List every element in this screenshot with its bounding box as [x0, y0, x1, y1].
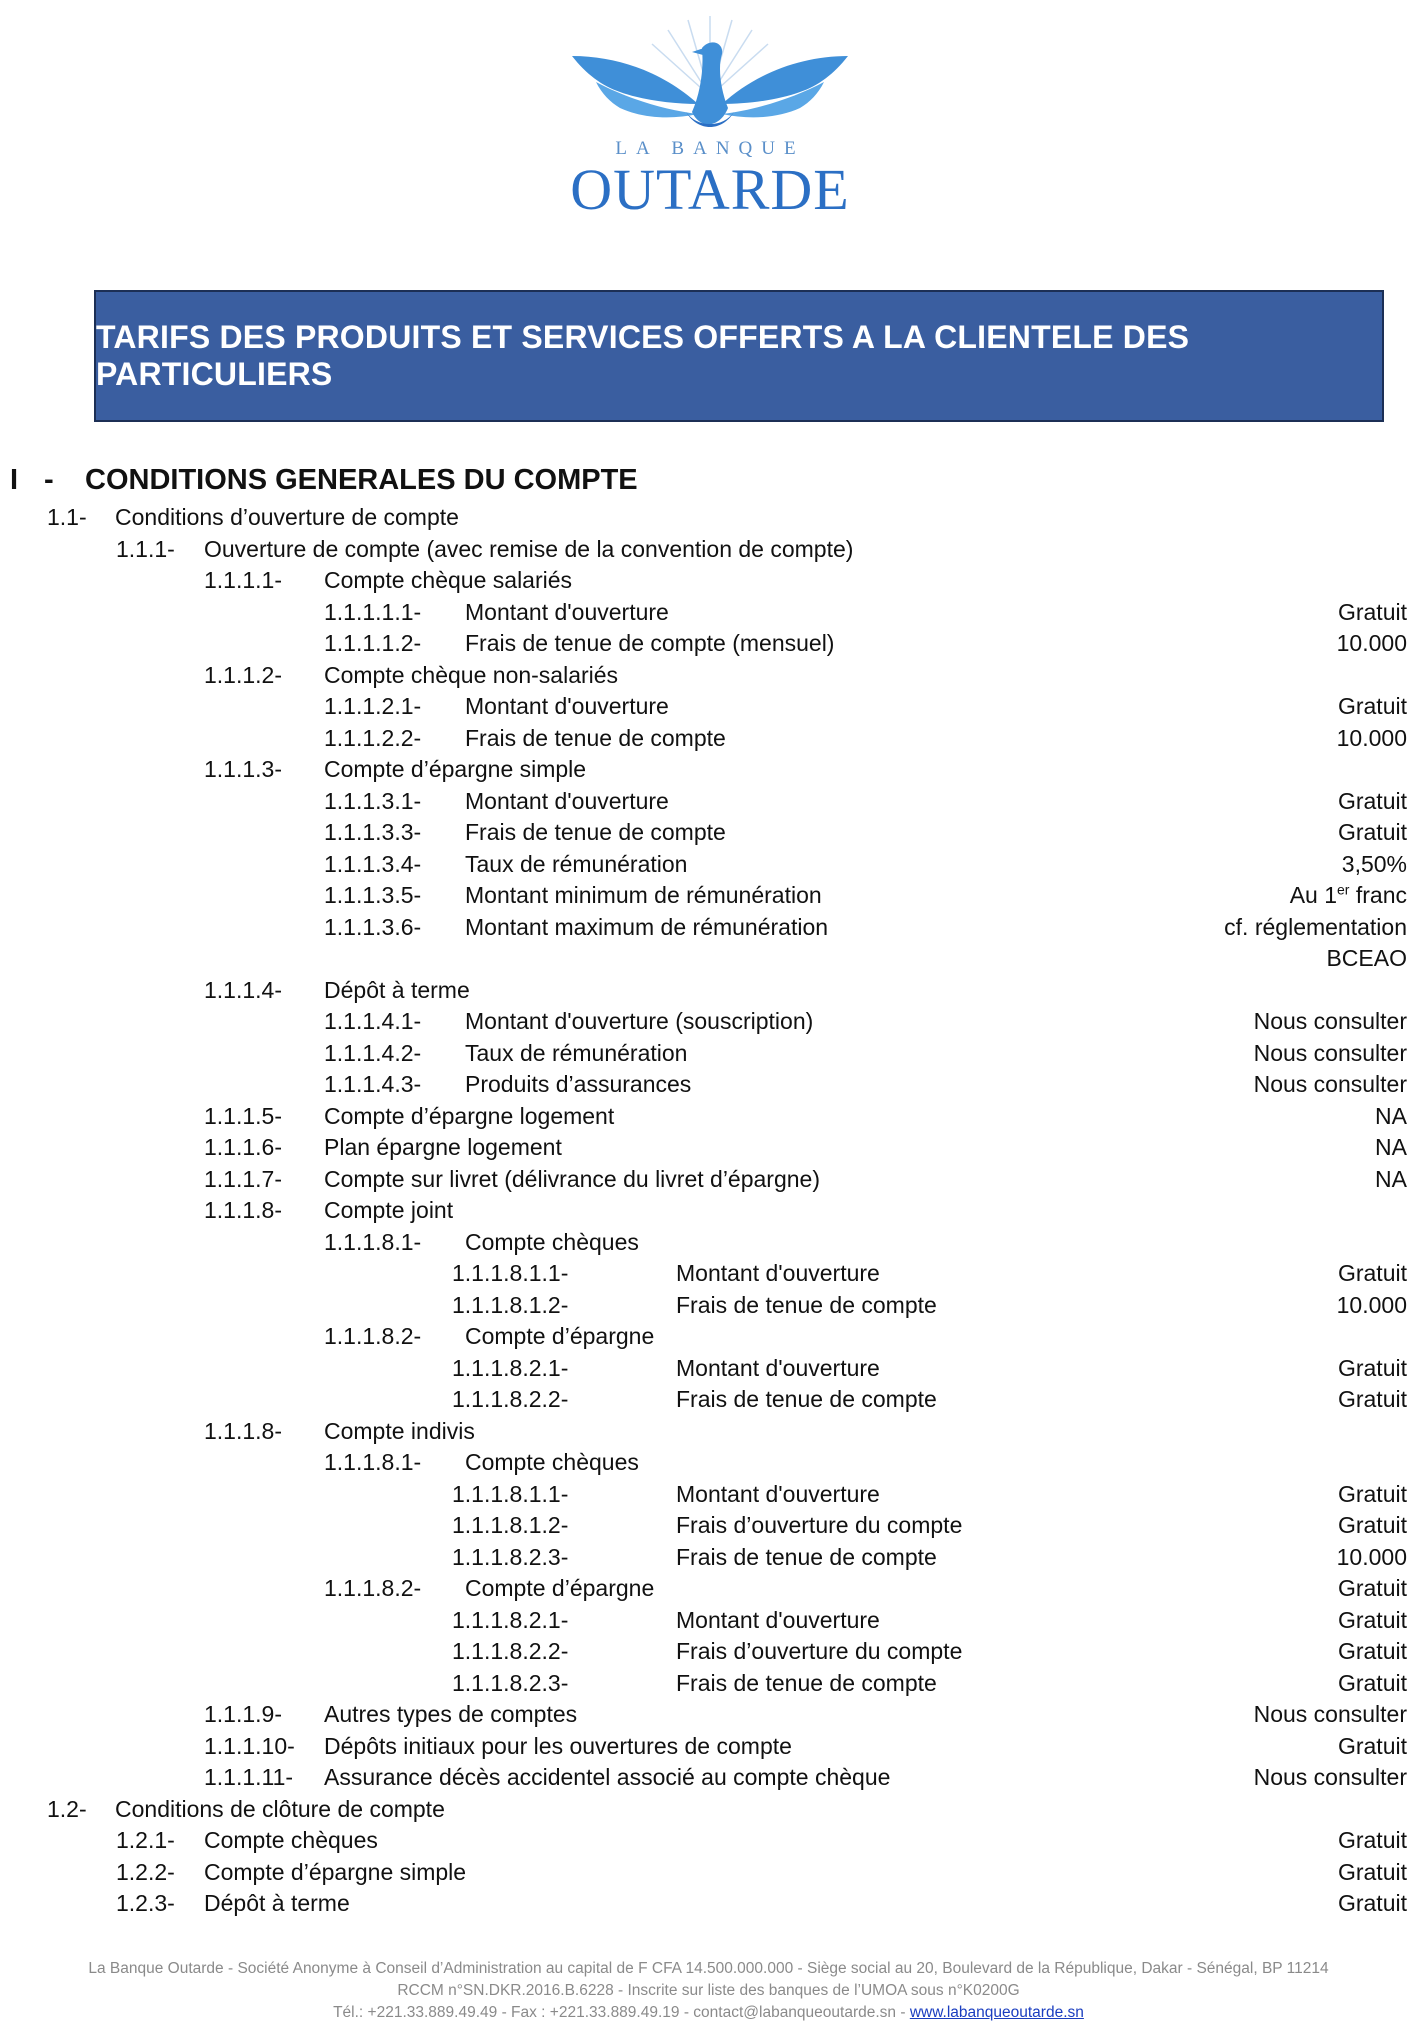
tariff-row — [0, 977, 1417, 1008]
tariff-row — [0, 1890, 1417, 1921]
tariff-value-text: Nous consulter — [1253, 1008, 1407, 1034]
tariff-number: 1.1.1.8.1- — [324, 1449, 422, 1475]
tariff-value-text: NA — [1375, 1103, 1407, 1129]
tariff-label: Compte chèque non-salariés — [324, 662, 619, 688]
tariff-value-text: Nous consulter — [1253, 1071, 1407, 1097]
tariff-label: Frais de tenue de compte — [465, 819, 726, 845]
tariff-number: 1.1.1.1- — [204, 567, 282, 593]
tariff-value-text: 10.000 — [1336, 725, 1407, 751]
tariff-value — [1338, 788, 1407, 815]
tariff-value — [1338, 693, 1407, 720]
tariff-label: Compte chèque salariés — [324, 567, 573, 593]
tariff-value — [1338, 1355, 1407, 1382]
tariff-label: Conditions d’ouverture de compte — [115, 504, 459, 530]
tariff-label: Montant d'ouverture — [465, 788, 669, 814]
tariff-number: 1.1.1.8.1.2- — [452, 1512, 569, 1538]
tariff-number: 1.1- — [47, 504, 87, 530]
section-dash: - — [44, 464, 54, 496]
tariff-row — [0, 756, 1417, 787]
tariff-label: Compte sur livret (délivrance du livret d’épargne) — [324, 1166, 820, 1192]
tariff-value — [1338, 1733, 1407, 1760]
tariff-label: Frais de tenue de compte — [676, 1670, 937, 1696]
tariff-value-text: Gratuit — [1337, 693, 1407, 719]
tariff-number: 1.1.1.1.2- — [324, 630, 422, 656]
tariff-label: Compte joint — [324, 1197, 454, 1223]
tariff-value-text: Nous consulter — [1253, 1040, 1407, 1066]
page-footer — [0, 1958, 1417, 2024]
tariff-label: Frais de tenue de compte — [676, 1386, 937, 1412]
tariff-value-text: Gratuit — [1337, 1733, 1407, 1759]
logo-line1: LA BANQUE — [615, 138, 805, 159]
tariff-row — [0, 1418, 1417, 1449]
tariff-number: 1.1.1.3.1- — [324, 788, 422, 814]
tariff-number: 1.1.1.3.3- — [324, 819, 422, 845]
tariff-label: Compte d’épargne — [465, 1323, 655, 1349]
tariff-row — [0, 1544, 1417, 1575]
tariff-value-text: NA — [1375, 1134, 1407, 1160]
tariff-row — [0, 1134, 1417, 1165]
tariff-label: Plan épargne logement — [324, 1134, 562, 1160]
tariff-row — [0, 1512, 1417, 1543]
tariff-row — [0, 1197, 1417, 1228]
tariff-label: Compte d’épargne logement — [324, 1103, 615, 1129]
tariff-value-text: cf. réglementation — [1224, 914, 1407, 940]
tariff-label: Produits d’assurances — [465, 1071, 692, 1097]
tariff-value — [1254, 1040, 1407, 1067]
footer-contact-text: Tél.: +221.33.889.49.49 - Fax : +221.33.889.49.19 - contact@labanqueoutarde.sn - — [333, 2004, 910, 2021]
tariff-number: 1.1.1.8.1.1- — [452, 1481, 569, 1507]
tariff-row — [0, 1386, 1417, 1417]
tariff-number: 1.2- — [47, 1796, 87, 1822]
tariff-row — [0, 1071, 1417, 1102]
tariff-value — [1254, 1764, 1407, 1791]
tariff-number: 1.1.1.7- — [204, 1166, 282, 1192]
tariff-number: 1.2.3- — [116, 1890, 175, 1916]
tariff-value — [1338, 1575, 1407, 1602]
tariff-row — [0, 1701, 1417, 1732]
tariff-number: 1.1.1.8.2.2- — [452, 1638, 569, 1664]
tariff-row — [0, 1764, 1417, 1795]
tariff-value — [1338, 1859, 1407, 1886]
tariff-value — [1338, 1827, 1407, 1854]
tariff-value-text: Gratuit — [1337, 1386, 1407, 1412]
tariff-number: 1.2.1- — [116, 1827, 175, 1853]
tariff-row — [0, 851, 1417, 882]
tariff-value-suffix: franc — [1349, 882, 1407, 908]
tariff-label: Taux de rémunération — [465, 851, 688, 877]
tariff-value — [1375, 1134, 1407, 1161]
tariff-row — [0, 819, 1417, 850]
tariff-number: 1.1.1.3.6- — [324, 914, 422, 940]
tariff-label: Montant d'ouverture — [676, 1481, 880, 1507]
tariff-value — [1337, 1292, 1407, 1319]
tariff-row — [0, 1008, 1417, 1039]
tariff-row — [0, 1575, 1417, 1606]
tariff-label: Compte d’épargne — [465, 1575, 655, 1601]
tariff-number: 1.1.1.2- — [204, 662, 282, 688]
tariff-row — [0, 567, 1417, 598]
tariff-label: Montant minimum de rémunération — [465, 882, 822, 908]
tariff-value-text: Gratuit — [1337, 788, 1407, 814]
tariff-value — [1254, 1701, 1407, 1728]
footer-contact-line — [0, 2002, 1417, 2024]
footer-registration-line: RCCM n°SN.DKR.2016.B.6228 - Inscrite sur liste des banques de l’UMOA sous n°K0200G — [397, 1982, 1020, 1999]
tariff-number: 1.1.1.4.3- — [324, 1071, 422, 1097]
tariff-value-text: Gratuit — [1337, 1260, 1407, 1286]
tariff-row — [0, 1859, 1417, 1890]
tariff-row — [0, 788, 1417, 819]
tariff-row — [0, 1670, 1417, 1701]
tariff-row — [0, 725, 1417, 756]
tariff-value — [1342, 851, 1407, 878]
tariff-label: Frais de tenue de compte — [676, 1544, 937, 1570]
tariff-label: Frais de tenue de compte — [676, 1292, 937, 1318]
tariff-number: 1.1.1.8.1- — [324, 1229, 422, 1255]
tariff-label: Montant d'ouverture — [676, 1260, 880, 1286]
tariff-value-text: Nous consulter — [1253, 1764, 1407, 1790]
tariff-number: 1.1.1.8.2- — [324, 1323, 422, 1349]
tariff-label: Montant maximum de rémunération — [465, 914, 829, 940]
tariff-value — [1338, 1512, 1407, 1539]
tariff-value — [1254, 1071, 1407, 1098]
tariff-row — [0, 1166, 1417, 1197]
tariff-row — [0, 1229, 1417, 1260]
tariff-number: 1.1.1.9- — [204, 1701, 282, 1727]
tariff-number: 1.1.1.6- — [204, 1134, 282, 1160]
tariff-value-text: Gratuit — [1337, 599, 1407, 625]
tariff-row — [0, 1040, 1417, 1071]
tariff-number: 1.1.1.8.2.1- — [452, 1355, 569, 1381]
tariff-number: 1.1.1.4.2- — [324, 1040, 422, 1066]
tariff-label: Compte chèques — [465, 1229, 639, 1255]
logo-line2: OUTARDE — [570, 157, 850, 222]
tariff-row — [0, 1355, 1417, 1386]
tariff-row — [0, 945, 1417, 976]
tariff-row — [0, 662, 1417, 693]
tariff-number: 1.1.1- — [116, 536, 175, 562]
tariff-value-text: Au 1 — [1289, 882, 1338, 908]
tariff-value — [1338, 1638, 1407, 1665]
tariff-value — [1290, 882, 1407, 909]
tariff-label: Compte d’épargne simple — [324, 756, 587, 782]
tariff-label: Montant d'ouverture — [465, 693, 669, 719]
tariff-number: 1.1.1.8.2.3- — [452, 1544, 569, 1570]
tariff-number: 1.1.1.2.2- — [324, 725, 422, 751]
tariff-value-text: 10.000 — [1336, 630, 1407, 656]
tariff-row — [0, 1827, 1417, 1858]
tariff-label: Montant d'ouverture — [676, 1355, 880, 1381]
tariff-row — [0, 1292, 1417, 1323]
tariff-number: 1.1.1.11- — [204, 1764, 294, 1790]
tariff-label: Taux de rémunération — [465, 1040, 688, 1066]
tariff-row — [0, 1103, 1417, 1134]
tariff-value — [1337, 630, 1407, 657]
tariff-value-text: NA — [1375, 1166, 1407, 1192]
tariff-row — [0, 1323, 1417, 1354]
tariff-number: 1.1.1.5- — [204, 1103, 282, 1129]
tariff-value — [1338, 1607, 1407, 1634]
tariff-value — [1254, 1008, 1407, 1035]
tariff-number: 1.1.1.4- — [204, 977, 282, 1003]
tariff-value — [1337, 1544, 1407, 1571]
tariff-label: Montant d'ouverture — [465, 599, 669, 625]
tariff-row — [0, 1638, 1417, 1669]
tariff-number: 1.1.1.8.2- — [324, 1575, 422, 1601]
tariff-number: 1.1.1.8.1.1- — [452, 1260, 569, 1286]
tariff-value — [1338, 1386, 1407, 1413]
tariff-number: 1.1.1.3.4- — [324, 851, 422, 877]
tariff-value-text: Gratuit — [1337, 1827, 1407, 1853]
tariff-label: Compte indivis — [324, 1418, 475, 1444]
tariff-number: 1.1.1.1.1- — [324, 599, 422, 625]
tariff-number: 1.1.1.8.1.2- — [452, 1292, 569, 1318]
tariff-row — [0, 630, 1417, 661]
tariff-number: 1.1.1.8.2.2- — [452, 1386, 569, 1412]
tariff-value-text: BCEAO — [1326, 945, 1407, 971]
tariff-value — [1338, 1481, 1407, 1508]
tariff-value — [1338, 819, 1407, 846]
tariff-label: Ouverture de compte (avec remise de la convention de compte) — [204, 536, 854, 562]
tariff-value — [1375, 1103, 1407, 1130]
tariff-value — [1338, 1260, 1407, 1287]
tariff-number: 1.2.2- — [116, 1859, 175, 1885]
page-title: TARIFS DES PRODUITS ET SERVICES OFFERTS A LA CLIENTELE DES PARTICULIERS — [96, 319, 1190, 392]
tariff-label: Dépôt à terme — [324, 977, 470, 1003]
tariff-value-superscript: er — [1337, 881, 1350, 898]
tariff-label: Frais d’ouverture du compte — [676, 1512, 963, 1538]
tariff-row — [0, 1449, 1417, 1480]
tariff-value-text: 3,50% — [1341, 851, 1407, 877]
tariff-number: 1.1.1.8- — [204, 1197, 282, 1223]
section-title: CONDITIONS GENERALES DU COMPTE — [85, 464, 638, 496]
tariff-value — [1224, 914, 1407, 941]
tariff-row — [0, 1796, 1417, 1827]
tariff-number: 1.1.1.8.2.1- — [452, 1607, 569, 1633]
tariff-label: Dépôts initiaux pour les ouvertures de compte — [324, 1733, 792, 1759]
tariff-label: Autres types de comptes — [324, 1701, 578, 1727]
tariff-value-text: Gratuit — [1337, 1670, 1407, 1696]
tariff-value-text: Gratuit — [1337, 1481, 1407, 1507]
tariff-row — [0, 693, 1417, 724]
tariff-value — [1338, 1890, 1407, 1917]
tariff-value — [1326, 945, 1407, 972]
footer-company-line: La Banque Outarde - Société Anonyme à Conseil d’Administration au capital de F CFA 14.500.000.000 - Siège social au 20, Boulevard de la République, Dakar - Sénégal, BP 11214 — [88, 1960, 1329, 1977]
tariff-value — [1337, 725, 1407, 752]
tariff-label: Compte chèques — [204, 1827, 378, 1853]
tariff-row — [0, 1260, 1417, 1291]
tariff-row — [0, 914, 1417, 945]
tariff-row — [0, 599, 1417, 630]
tariff-row — [0, 882, 1417, 913]
tariff-value-text: Nous consulter — [1253, 1701, 1407, 1727]
tariff-label: Frais de tenue de compte (mensuel) — [465, 630, 835, 656]
tariff-label: Frais d’ouverture du compte — [676, 1638, 963, 1664]
tariff-number: 1.1.1.8.2.3- — [452, 1670, 569, 1696]
tariff-value-text: Gratuit — [1337, 1607, 1407, 1633]
tariff-value-text: Gratuit — [1337, 1512, 1407, 1538]
tariff-label: Dépôt à terme — [204, 1890, 350, 1916]
tariff-label: Compte d’épargne simple — [204, 1859, 467, 1885]
website-link[interactable]: www.labanqueoutarde.sn — [909, 2004, 1084, 2021]
tariff-value-text: Gratuit — [1337, 1638, 1407, 1664]
tariff-value-text: Gratuit — [1337, 1575, 1407, 1601]
tariff-label: Assurance décès accidentel associé au compte chèque — [324, 1764, 891, 1790]
tariff-row — [0, 504, 1417, 535]
tariff-number: 1.1.1.2.1- — [324, 693, 422, 719]
tariff-label: Montant d'ouverture — [676, 1607, 880, 1633]
tariff-row — [0, 1733, 1417, 1764]
tariff-label: Frais de tenue de compte — [465, 725, 726, 751]
tariff-value-text: Gratuit — [1337, 819, 1407, 845]
tariff-value — [1375, 1166, 1407, 1193]
tariff-row — [0, 1607, 1417, 1638]
tariff-row — [0, 1481, 1417, 1512]
tariff-value-text: 10.000 — [1336, 1544, 1407, 1570]
section-number: I — [10, 464, 19, 496]
tariff-number: 1.1.1.3- — [204, 756, 282, 782]
tariff-value-text: Gratuit — [1337, 1859, 1407, 1885]
tariff-value — [1338, 1670, 1407, 1697]
tariff-number: 1.1.1.10- — [204, 1733, 295, 1759]
tariff-value-text: Gratuit — [1337, 1355, 1407, 1381]
tariff-label: Compte chèques — [465, 1449, 639, 1475]
tariff-value-text: 10.000 — [1336, 1292, 1407, 1318]
tariff-number: 1.1.1.8- — [204, 1418, 282, 1444]
tariff-label: Conditions de clôture de compte — [115, 1796, 445, 1822]
tariff-value-text: Gratuit — [1337, 1890, 1407, 1916]
tariff-label: Montant d'ouverture (souscription) — [465, 1008, 814, 1034]
tariff-number: 1.1.1.3.5- — [324, 882, 422, 908]
tariff-number: 1.1.1.4.1- — [324, 1008, 422, 1034]
tariff-row — [0, 536, 1417, 567]
tariff-value — [1338, 599, 1407, 626]
